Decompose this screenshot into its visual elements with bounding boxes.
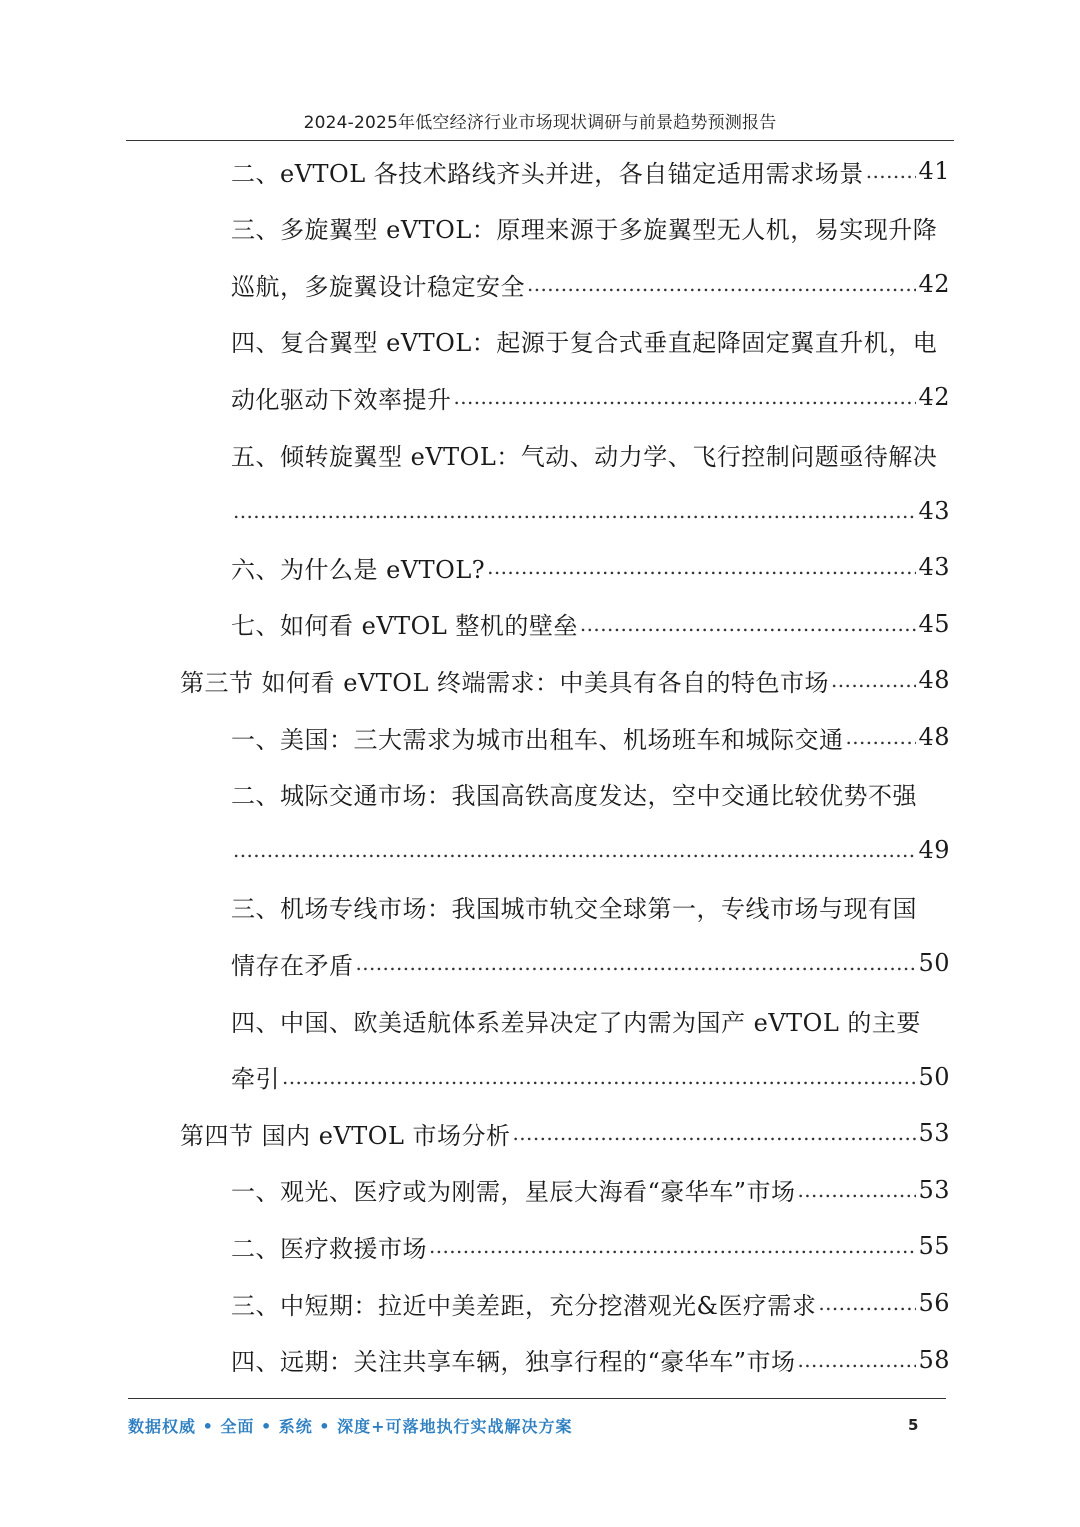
toc-entry-title: 四、复合翼型 eVTOL：起源于复合式垂直起降固定翼直升机，电 — [231, 329, 938, 358]
toc-page-number: 50 — [918, 1062, 950, 1091]
toc-entry — [231, 426, 950, 482]
toc-section-entry — [180, 1105, 950, 1161]
toc-page-number: 53 — [918, 1119, 950, 1148]
toc-leader-dots — [282, 1065, 916, 1089]
toc-entry — [231, 1162, 950, 1218]
toc-entry — [231, 483, 950, 539]
toc-entry-title: 动化驱动下效率提升 — [231, 385, 452, 414]
toc-entry — [231, 879, 950, 935]
toc-section-entry — [180, 652, 950, 708]
toc-leader-dots — [580, 612, 917, 636]
toc-entry-title: 七、如何看 eVTOL 整机的壁垒 — [231, 612, 578, 641]
toc-leader-dots — [356, 951, 917, 975]
toc-page-number: 43 — [918, 553, 950, 582]
toc-entry — [231, 539, 950, 595]
toc-entry-title: 三、中短期：拉近中美差距，充分挖潜观光&医疗需求 — [231, 1291, 817, 1320]
toc-entry-title: 四、远期：关注共享车辆，独享行程的“豪华车”市场 — [231, 1348, 796, 1377]
toc-entry — [231, 1049, 950, 1105]
toc-entry — [231, 256, 950, 312]
toc-page-number: 43 — [918, 496, 950, 525]
toc-page-number: 45 — [918, 609, 950, 638]
toc-page-number: 53 — [918, 1175, 950, 1204]
toc-entry-title: 牵引 — [231, 1065, 280, 1094]
toc-page-number: 41 — [918, 157, 950, 185]
toc-entry — [231, 822, 950, 878]
toc-entry — [231, 766, 950, 822]
toc-entry-title: 六、为什么是 eVTOL? — [231, 555, 486, 584]
toc-entry-title: 第三节 如何看 eVTOL 终端需求：中美具有各自的特色市场 — [180, 668, 830, 697]
toc-entry — [231, 143, 950, 199]
toc-entry-title: 二、城际交通市场：我国高铁高度发达，空中交通比较优势不强 — [231, 782, 917, 811]
footer-slogan: 数据权威 • 全面 • 系统 • 深度+可落地执行实战解决方案 — [128, 1417, 573, 1436]
toc-page-number: 42 — [918, 270, 950, 299]
toc-page-number: 48 — [918, 666, 950, 695]
header-divider — [126, 140, 954, 141]
toc-entry — [231, 200, 950, 256]
toc-entry — [231, 596, 950, 652]
toc-entry — [231, 709, 950, 765]
toc-entry-title: 第四节 国内 eVTOL 市场分析 — [180, 1121, 511, 1150]
toc-entry — [231, 369, 950, 425]
toc-leader-dots — [798, 1178, 917, 1202]
toc-entry-title: 三、多旋翼型 eVTOL：原理来源于多旋翼型无人机，易实现升降 — [231, 216, 938, 245]
toc-leader-dots — [846, 725, 917, 749]
toc-page-number: 50 — [918, 949, 950, 978]
page-number: 5 — [908, 1416, 919, 1434]
toc-entry — [231, 1332, 950, 1388]
toc-entry-title: 情存在矛盾 — [231, 951, 354, 980]
toc-entry-title: 四、中国、欧美适航体系差异决定了内需为国产 eVTOL 的主要 — [231, 1008, 921, 1037]
toc-entry — [231, 992, 950, 1048]
toc-leader-dots — [487, 555, 916, 579]
toc-entry — [231, 1275, 950, 1331]
toc-entry-title: 一、观光、医疗或为刚需，星辰大海看“豪华车”市场 — [231, 1178, 796, 1207]
toc-entry-title: 巡航，多旋翼设计稳定安全 — [231, 272, 525, 301]
toc-entry — [231, 313, 950, 369]
toc-leader-dots — [454, 385, 917, 409]
toc-leader-dots — [233, 499, 916, 523]
toc-leader-dots — [866, 159, 917, 183]
toc-entry-title: 五、倾转旋翼型 eVTOL：气动、动力学、飞行控制问题亟待解决 — [231, 442, 938, 471]
report-title: 2024-2025年低空经济行业市场现状调研与前景趋势预测报告 — [303, 113, 777, 133]
toc-entry-title: 一、美国：三大需求为城市出租车、机场班车和城际交通 — [231, 725, 844, 754]
footer-divider — [128, 1398, 946, 1399]
toc-leader-dots — [798, 1348, 917, 1372]
toc-entry — [231, 935, 950, 991]
toc-entry-title: 三、机场专线市场：我国城市轨交全球第一，专线市场与现有国 — [231, 895, 917, 924]
toc-page-number: 48 — [918, 723, 950, 751]
toc-page-number: 56 — [918, 1289, 950, 1317]
toc-entry-title: 二、eVTOL 各技术路线齐头并进，各自锚定适用需求场景 — [231, 159, 864, 188]
toc-page-number: 42 — [918, 383, 950, 412]
toc-leader-dots — [818, 1291, 916, 1315]
toc-leader-dots — [831, 668, 916, 692]
toc-page-number: 58 — [918, 1345, 950, 1374]
toc-leader-dots — [429, 1234, 916, 1258]
toc-leader-dots — [527, 272, 916, 296]
toc-leader-dots — [513, 1121, 917, 1145]
toc-page-number: 55 — [918, 1232, 950, 1261]
toc-entry — [231, 1218, 950, 1274]
toc-leader-dots — [233, 838, 916, 862]
toc-page-number: 49 — [918, 836, 950, 865]
toc-entry-title: 二、医疗救援市场 — [231, 1234, 427, 1263]
